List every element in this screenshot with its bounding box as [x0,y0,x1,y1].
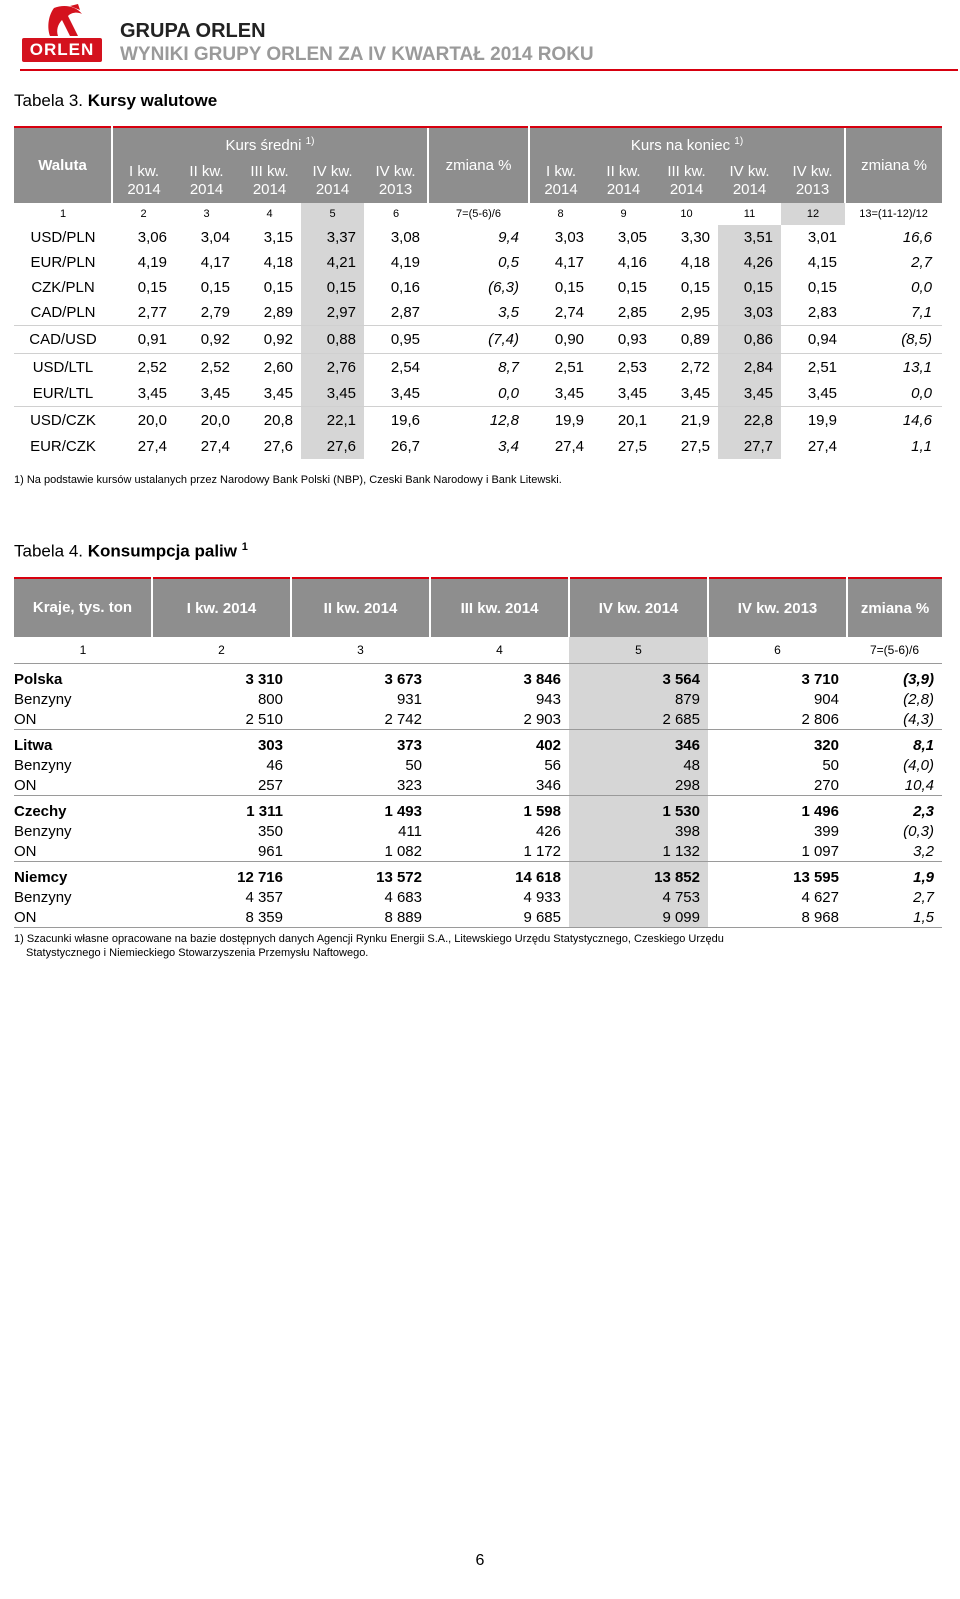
end-rate-cell: 27,5 [617,438,648,455]
fuel-label: ON [14,842,37,860]
fuel-row [14,755,942,775]
avg-rate-cell: 27,6 [301,434,364,459]
consumption-cell: 13 852 [569,862,708,888]
fuel-label: Benzyny [14,888,72,906]
avg-rate-cell: 27,4 [137,438,167,455]
change-cell: 8,1 [913,736,934,754]
end-change-cell: 13,1 [845,354,942,382]
avg-rate-cell: 0,92 [175,326,238,354]
fuel-row [14,821,942,841]
consumption-cell: 943 [535,690,561,708]
currency-pair: EUR/LTL [32,385,94,402]
fuel-header-row [14,578,942,637]
rate-row [14,326,942,354]
rate-row [14,300,942,326]
page-number: 6 [475,1552,485,1569]
end-rate-cell: 3,01 [807,229,838,246]
period-header: III kw. 2014 [430,578,569,637]
country-row [14,796,942,822]
column-number: 12 [781,203,845,225]
column-number: 7=(5-6)/6 [869,643,920,657]
consumption-cell: 398 [569,821,708,841]
avg-rate-cell: 2,79 [200,304,230,321]
end-rate-cell: 3,03 [554,229,585,246]
fuel-row [14,775,942,796]
col-waluta: Waluta [14,127,112,203]
consumption-cell: 8 359 [245,908,283,926]
consumption-cell: 4 357 [245,888,283,906]
avg-rate-cell: 0,15 [263,279,293,296]
avg-rate-cell: 2,87 [390,304,421,321]
column-number: 10 [680,208,693,220]
table3-caption-prefix: Tabela 3. [14,91,83,110]
period-header: I kw. 2014 [529,157,592,203]
rate-row [14,407,942,435]
period-header: I kw. 2014 [152,578,291,637]
consumption-cell: 1 097 [801,842,839,860]
end-change-cell: 0,0 [911,385,933,402]
consumption-cell: 1 082 [384,842,422,860]
currency-pair: CAD/USD [14,326,112,354]
consumption-cell: 9 685 [523,908,561,926]
column-number: 5 [301,203,364,225]
consumption-cell: 3 846 [523,670,561,688]
end-rate-cell: 0,15 [718,275,781,300]
consumption-cell: 46 [266,756,283,774]
column-number: 8 [557,208,564,220]
column-number: 1 [79,643,87,657]
avg-rate-cell: 3,45 [263,385,293,402]
end-rate-cell: 4,26 [718,250,781,275]
avg-rate-cell: 4,19 [390,254,421,271]
end-rate-cell: 2,85 [617,304,648,321]
avg-change-cell: (7,4) [428,326,529,354]
orlen-logo [20,2,104,62]
change-cell: 2,3 [913,802,934,820]
change-cell: (2,8) [903,690,934,708]
consumption-cell: 1 172 [523,842,561,860]
period-header: IV kw. 2013 [781,157,845,203]
change-cell: (0,3) [903,822,934,840]
consumption-cell: 1 311 [246,802,283,820]
avg-rate-cell: 0,92 [238,326,301,354]
exchange-rates-table [14,126,942,459]
table4-caption-sup: 1 [241,541,248,553]
footnote-mark: 1) [734,135,744,147]
avg-rate-cell: 2,77 [137,304,167,321]
avg-change-cell: 3,4 [498,438,520,455]
consumption-cell: 8 968 [801,908,839,926]
change-cell: 1,9 [913,868,934,886]
consumption-cell: 13 595 [793,868,839,886]
avg-rate-cell: 2,60 [238,354,301,382]
consumption-cell: 257 [257,776,283,794]
header-rule [20,69,958,71]
fuel-row [14,841,942,862]
col-change: zmiana % [847,578,942,637]
end-rate-cell: 3,45 [807,385,838,402]
fuel-row [14,887,942,907]
currency-pair: EUR/PLN [30,254,96,271]
column-number: 5 [569,637,708,664]
currency-pair: EUR/CZK [30,438,96,455]
avg-change-cell: 0,0 [498,385,520,402]
column-number: 4 [496,643,503,657]
eagle-icon [20,2,104,42]
avg-rate-cell: 19,6 [364,407,428,435]
consumption-cell: 4 627 [801,888,839,906]
column-number: 6 [774,643,781,657]
end-rate-cell: 3,45 [680,385,711,402]
avg-rate-cell: 20,0 [112,407,175,435]
column-number-row [14,203,942,225]
consumption-cell: 56 [544,756,561,774]
consumption-cell: 2 685 [569,709,708,730]
end-rate-cell: 0,15 [680,279,711,296]
avg-rate-cell: 4,21 [301,250,364,275]
consumption-cell: 961 [257,842,283,860]
end-rate-cell: 2,84 [718,354,781,382]
currency-pair: USD/LTL [14,354,112,382]
avg-rate-cell: 3,04 [200,229,230,246]
rate-row [14,434,942,459]
group-kurs-na-koniec-label: Kurs na koniec [630,136,731,154]
consumption-cell: 50 [822,756,839,774]
avg-rate-cell: 2,52 [175,354,238,382]
rate-row [14,225,942,250]
period-header: IV kw. 2013 [364,157,428,203]
end-rate-cell: 4,17 [554,254,585,271]
end-change-cell: 0,0 [911,279,933,296]
consumption-cell: 3 710 [801,670,839,688]
end-rate-cell: 3,03 [718,300,781,326]
page-header [20,2,960,68]
end-rate-cell: 2,72 [655,354,718,382]
column-number: 2 [218,643,225,657]
rate-row [14,381,942,407]
period-header: IV kw. 2013 [708,578,847,637]
period-header: IV kw. 2014 [301,157,364,203]
consumption-cell: 2 510 [245,710,283,728]
end-rate-cell: 2,53 [592,354,655,382]
end-rate-cell: 27,7 [718,434,781,459]
col-zmiana-avg: zmiana % [428,127,529,203]
currency-pair: CAD/PLN [30,304,96,321]
country-label: Polska [14,670,63,688]
end-rate-cell: 27,4 [554,438,585,455]
consumption-cell: 402 [535,736,561,754]
rate-row [14,250,942,275]
country-label: Czechy [14,802,67,820]
table4-caption [14,541,248,562]
avg-rate-cell: 26,7 [390,438,421,455]
fuel-label: ON [14,776,37,794]
end-rate-cell: 22,8 [718,407,781,435]
avg-change-cell: 8,7 [428,354,529,382]
fuel-label: Benzyny [14,822,72,840]
avg-rate-cell: 3,06 [137,229,167,246]
consumption-cell: 9 099 [569,907,708,928]
avg-change-cell: 12,8 [428,407,529,435]
avg-rate-cell: 2,89 [263,304,293,321]
fuel-consumption-body [14,664,942,928]
period-header: IV kw. 2014 [718,157,781,203]
consumption-cell: 8 889 [384,908,422,926]
end-rate-cell: 2,74 [554,304,585,321]
consumption-cell: 2 742 [384,710,422,728]
end-rate-cell: 20,1 [592,407,655,435]
consumption-cell: 48 [569,755,708,775]
country-row [14,664,942,690]
column-number: 3 [203,208,210,220]
change-cell: (3,9) [903,670,934,688]
table3-footnote: 1) Na podstawie kursów ustalanych przez Narodowy Bank Polski (NBP), Czeski Bank Narodowy i Bank Litewski. [14,474,562,486]
consumption-cell: 12 716 [237,868,283,886]
avg-change-cell: 0,5 [498,254,520,271]
period-header: II kw. 2014 [592,157,655,203]
consumption-cell: 4 683 [384,888,422,906]
avg-rate-cell: 0,91 [112,326,175,354]
consumption-cell: 303 [257,736,283,754]
logo-text: ORLEN [29,40,95,59]
column-number: 2 [140,208,147,220]
fuel-row [14,709,942,730]
report-subtitle: WYNIKI GRUPY ORLEN ZA IV KWARTAŁ 2014 ROKU [120,44,594,65]
consumption-cell: 350 [257,822,283,840]
avg-rate-cell: 0,15 [137,279,167,296]
avg-rate-cell: 3,08 [390,229,421,246]
column-number: 1 [59,208,67,220]
end-rate-cell: 3,45 [554,385,585,402]
avg-rate-cell: 20,8 [238,407,301,435]
avg-rate-cell: 3,45 [301,381,364,407]
end-rate-cell: 3,30 [680,229,711,246]
avg-rate-cell: 0,16 [390,279,421,296]
col-country: Kraje, tys. ton [14,578,152,637]
table4-footnote-line2: Statystycznego i Niemieckiego Stowarzyszenia Przemysłu Naftowego. [26,947,369,959]
column-number: 11 [743,208,756,220]
consumption-cell: 270 [813,776,839,794]
fuel-label: ON [14,908,37,926]
change-cell: (4,0) [903,756,934,774]
consumption-cell: 3 564 [569,664,708,690]
avg-change-cell: 3,5 [498,304,520,321]
exchange-rates-body [14,225,942,459]
end-rate-cell: 0,93 [592,326,655,354]
currency-pair: CZK/PLN [31,279,95,296]
consumption-cell: 1 598 [523,802,561,820]
period-header: I kw. 2014 [112,157,175,203]
end-rate-cell: 3,51 [718,225,781,250]
end-rate-cell: 2,95 [680,304,711,321]
avg-rate-cell: 0,15 [200,279,230,296]
avg-rate-cell: 0,88 [301,326,364,354]
fuel-label: ON [14,710,37,728]
consumption-cell: 1 493 [384,802,422,820]
change-cell: (4,3) [903,710,934,728]
avg-rate-cell: 3,15 [263,229,293,246]
currency-pair: USD/PLN [30,229,96,246]
table3-caption-title: Kursy walutowe [87,91,218,110]
period-header: III kw. 2014 [655,157,718,203]
end-rate-cell: 4,15 [807,254,838,271]
consumption-cell: 3 673 [384,670,422,688]
consumption-cell: 4 753 [569,887,708,907]
consumption-cell: 2 903 [523,710,561,728]
end-change-cell: 14,6 [845,407,942,435]
end-change-cell: 16,6 [902,229,933,246]
rate-row [14,275,942,300]
fuel-row [14,689,942,709]
end-rate-cell: 21,9 [655,407,718,435]
country-label: Litwa [14,736,53,754]
end-change-cell: 1,1 [911,438,933,455]
avg-rate-cell: 2,54 [364,354,428,382]
avg-rate-cell: 3,45 [390,385,421,402]
avg-rate-cell: 0,95 [364,326,428,354]
avg-rate-cell: 27,4 [200,438,230,455]
country-row [14,862,942,888]
fuel-column-number-row [14,637,942,664]
end-rate-cell: 0,15 [807,279,838,296]
end-rate-cell: 3,05 [617,229,648,246]
fuel-label: Benzyny [14,690,72,708]
consumption-cell: 323 [396,776,422,794]
consumption-cell: 373 [396,736,422,754]
consumption-cell: 50 [405,756,422,774]
end-rate-cell: 3,45 [617,385,648,402]
change-cell: 10,4 [904,776,934,794]
avg-rate-cell: 2,76 [301,354,364,382]
avg-rate-cell: 22,1 [301,407,364,435]
column-number: 13=(11-12)/12 [859,208,928,220]
end-rate-cell: 0,15 [554,279,585,296]
avg-rate-cell: 2,52 [112,354,175,382]
consumption-cell: 426 [535,822,561,840]
end-rate-cell: 2,83 [807,304,838,321]
table4-caption-prefix: Tabela 4. [14,541,83,561]
fuel-label: Benzyny [14,756,72,774]
change-cell: 1,5 [913,908,934,926]
consumption-cell: 13 572 [376,868,422,886]
consumption-cell: 298 [569,775,708,796]
consumption-cell: 346 [535,776,561,794]
consumption-cell: 411 [398,822,422,840]
end-rate-cell: 0,94 [781,326,845,354]
end-rate-cell: 0,89 [655,326,718,354]
country-row [14,730,942,756]
consumption-cell: 904 [813,690,839,708]
avg-rate-cell: 3,37 [301,225,364,250]
end-rate-cell: 2,51 [781,354,845,382]
consumption-cell: 879 [569,689,708,709]
avg-rate-cell: 0,15 [301,275,364,300]
consumption-cell: 399 [813,822,839,840]
end-rate-cell: 4,18 [680,254,711,271]
change-cell: 2,7 [913,888,934,906]
table4-caption-title: Konsumpcja paliw [87,541,237,561]
group-kurs-sredni-label: Kurs średni [225,136,302,154]
avg-change-cell: 9,4 [498,229,520,246]
fuel-row [14,907,942,928]
table3-caption [14,91,217,111]
column-number: 3 [357,643,364,657]
consumption-cell: 931 [396,690,422,708]
avg-rate-cell: 20,0 [175,407,238,435]
period-header: II kw. 2014 [291,578,430,637]
consumption-cell: 800 [257,690,283,708]
column-number: 9 [620,208,627,220]
consumption-cell: 2 806 [801,710,839,728]
avg-rate-cell: 4,19 [137,254,167,271]
country-label: Niemcy [14,868,68,886]
avg-rate-cell: 4,18 [263,254,293,271]
consumption-cell: 4 933 [523,888,561,906]
col-zmiana-end: zmiana % [845,127,942,203]
footnote-mark: 1) [305,135,315,147]
end-rate-cell: 19,9 [529,407,592,435]
consumption-cell: 1 530 [569,796,708,822]
consumption-cell: 3 310 [245,670,283,688]
column-number: 6 [392,208,400,220]
end-rate-cell: 0,90 [529,326,592,354]
avg-rate-cell: 3,45 [137,385,167,402]
avg-rate-cell: 27,6 [263,438,293,455]
end-rate-cell: 19,9 [781,407,845,435]
period-header: IV kw. 2014 [569,578,708,637]
end-rate-cell: 0,15 [617,279,648,296]
end-rate-cell: 27,4 [807,438,838,455]
table4-footnote-line1: 1) Szacunki własne opracowane na bazie dostępnych danych Agencji Rynku Energii S.A., Litewskiego Urzędu Statystycznego, Czeskiego Urzędu [14,933,724,945]
period-header: III kw. 2014 [238,157,301,203]
avg-change-cell: (6,3) [488,279,520,296]
currency-pair: USD/CZK [14,407,112,435]
avg-rate-cell: 4,17 [200,254,230,271]
consumption-cell: 346 [569,730,708,756]
consumption-cell: 320 [813,736,839,754]
end-rate-cell: 2,51 [529,354,592,382]
group-kurs-sredni [112,127,428,157]
end-rate-cell: 27,5 [680,438,711,455]
end-change-cell: (8,5) [845,326,942,354]
group-kurs-na-koniec [529,127,845,157]
end-change-cell: 2,7 [911,254,933,271]
period-header: II kw. 2014 [175,157,238,203]
consumption-cell: 1 132 [569,841,708,862]
end-rate-cell: 4,16 [617,254,648,271]
end-rate-cell: 3,45 [718,381,781,407]
end-rate-cell: 0,86 [718,326,781,354]
brand-name: GRUPA ORLEN [120,20,266,42]
rate-row [14,354,942,382]
consumption-cell: 14 618 [515,868,561,886]
fuel-consumption-table [14,577,942,928]
consumption-cell: 1 496 [801,802,839,820]
avg-rate-cell: 3,45 [200,385,230,402]
change-cell: 3,2 [913,842,934,860]
column-number: 7=(5-6)/6 [456,208,501,220]
column-number: 4 [266,208,273,220]
avg-rate-cell: 2,97 [301,300,364,326]
end-change-cell: 7,1 [911,304,933,321]
